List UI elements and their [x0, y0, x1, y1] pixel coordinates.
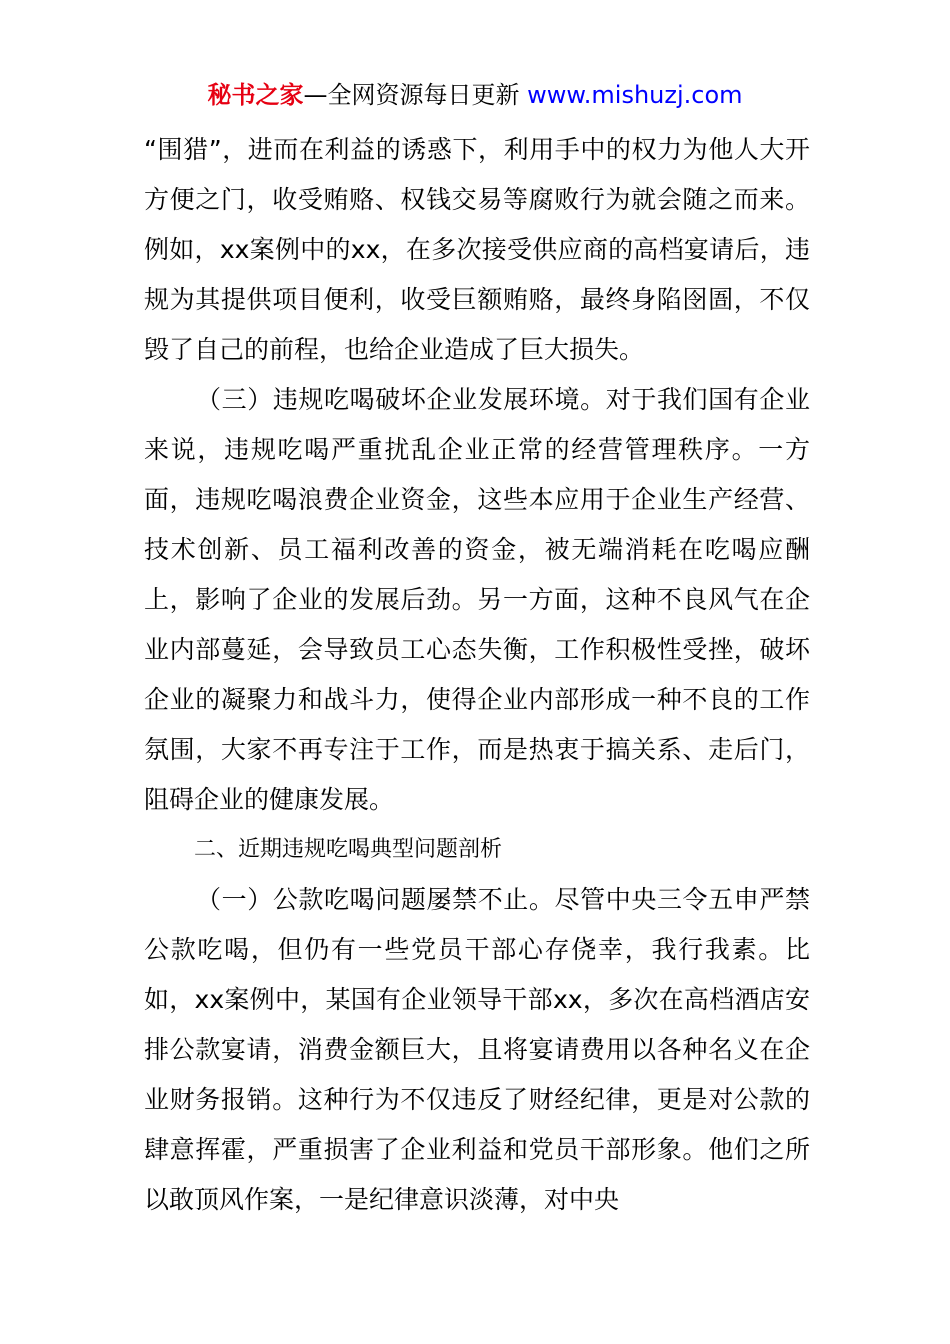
site-brand: 秘书之家 [207, 81, 304, 109]
section-heading-two: 二、近期违规吃喝典型问题剖析 [194, 837, 503, 862]
site-header [0, 78, 950, 112]
paragraph-continuation: “围猎”，进而在利益的诱惑下，利用手中的权力为他人大开方便之门，收受贿赂、权钱交易等腐败行为就会随之而来。例如，xx案例中的xx，在多次接受供应商的高档宴请后，违规为其提供项目便利，收受巨额贿赂，最终身陷囹圄，不仅毁了自己的前程，也给企业造成了巨大损失。 [144, 135, 810, 364]
site-url-link[interactable]: www.mishuzj.com [527, 81, 743, 109]
document-body [144, 125, 810, 1225]
paragraph-section-three: （三）违规吃喝破坏企业发展环境。对于我们国有企业来说，违规吃喝严重扰乱企业正常的经营管理秩序。一方面，违规吃喝浪费企业资金，这些本应用于企业生产经营、技术创新、员工福利改善的资金，被无端消耗在吃喝应酬上，影响了企业的发展后劲。另一方面，这种不良风气在企业内部蔓延，会导致员工心态失衡，工作积极性受挫，破坏企业的凝聚力和战斗力，使得企业内部形成一种不良的工作氛围，大家不再专注于工作，而是热衷于搞关系、走后门，阻碍企业的健康发展。 [144, 385, 810, 814]
site-tagline: —全网资源每日更新 [303, 81, 520, 109]
paragraph-subsection-one: （一）公款吃喝问题屡禁不止。尽管中央三令五申严禁公款吃喝，但仍有一些党员干部心存侥幸，我行我素。比如，xx案例中，某国有企业领导干部xx，多次在高档酒店安排公款宴请，消费金额巨大，且将宴请费用以各种名义在企业财务报销。这种行为不仅违反了财经纪律，更是对公款的肆意挥霍，严重损害了企业利益和党员干部形象。他们之所以敢顶风作案，一是纪律意识淡薄，对中央 [144, 885, 810, 1214]
